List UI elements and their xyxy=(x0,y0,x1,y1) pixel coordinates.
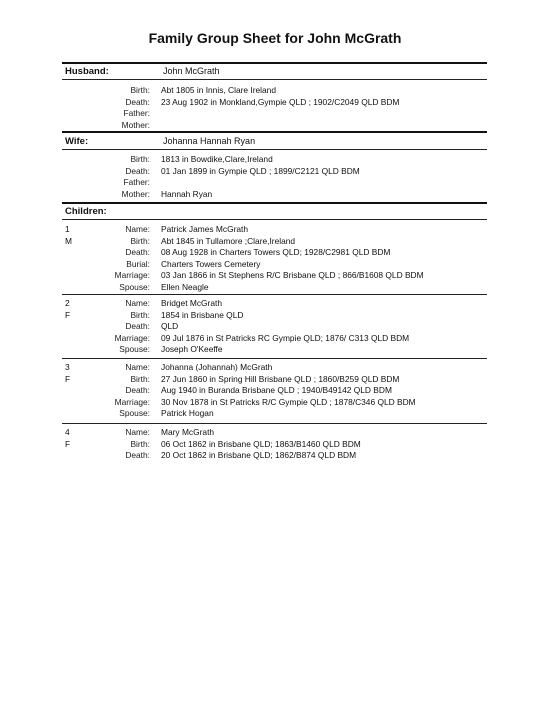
fact-label: Marriage: xyxy=(114,396,150,407)
divider-child xyxy=(62,294,487,295)
fact-row xyxy=(60,310,490,321)
child-number: 3 xyxy=(65,362,70,372)
divider-child xyxy=(62,358,487,359)
fact-label: Mother: xyxy=(121,188,150,199)
fact-value: 30 Nov 1878 in St Patricks R/C Gympie QLD ; 1878/C346 QLD BDM xyxy=(161,396,416,407)
divider-husband-header xyxy=(62,79,487,80)
child-number: 1 xyxy=(65,224,70,234)
fact-row xyxy=(60,344,490,355)
fact-label: Spouse: xyxy=(119,281,150,292)
fact-value: Patrick James McGrath xyxy=(161,224,249,234)
fact-row xyxy=(60,282,490,293)
fact-value: Patrick Hogan xyxy=(161,408,214,418)
fact-row xyxy=(60,374,490,385)
fact-row xyxy=(60,189,490,200)
fact-row xyxy=(60,298,490,309)
child-number: 4 xyxy=(65,427,70,437)
fact-value: 06 Oct 1862 in Brisbane QLD; 1863/B1460 QLD BDM xyxy=(161,438,361,449)
fact-value: 27 Jun 1860 in Spring Hill Brisbane QLD ; 1860/B259 QLD BDM xyxy=(161,373,400,384)
fact-value: 1854 in Brisbane QLD xyxy=(161,309,244,320)
fact-row xyxy=(60,450,490,461)
child-sex: F xyxy=(65,438,71,449)
children-label: Children: xyxy=(65,206,107,217)
fact-row xyxy=(60,427,490,438)
fact-label: Father: xyxy=(123,177,150,187)
fact-label: Birth: xyxy=(130,235,150,246)
child-sex: F xyxy=(65,309,71,320)
fact-label: Spouse: xyxy=(119,344,150,354)
fact-value: Aug 1940 in Buranda Brisbane QLD ; 1940/B49142 QLD BDM xyxy=(161,385,392,395)
fact-row xyxy=(60,270,490,281)
husband-label: Husband: xyxy=(65,66,109,77)
fact-row xyxy=(60,85,490,96)
fact-value: 1813 in Bowdike,Clare,Ireland xyxy=(161,154,273,164)
fact-label: Death: xyxy=(125,96,150,107)
fact-row xyxy=(60,362,490,373)
fact-row xyxy=(60,120,490,131)
fact-label: Marriage: xyxy=(114,332,150,343)
fact-value: 09 Jul 1876 in St Patricks RC Gympie QLD; 1876/ C313 QLD BDM xyxy=(161,332,410,343)
fact-row xyxy=(60,397,490,408)
divider-wife-header xyxy=(62,149,487,150)
fact-value: Abt 1805 in Innis, Clare Ireland xyxy=(161,85,276,95)
child-sex: M xyxy=(65,235,72,246)
fact-label: Death: xyxy=(125,385,150,395)
divider-children-header xyxy=(62,219,487,220)
divider-child xyxy=(62,423,487,424)
fact-value: Hannah Ryan xyxy=(161,188,213,199)
fact-label: Death: xyxy=(125,450,150,460)
fact-label: Death: xyxy=(125,247,150,257)
wife-name: Johanna Hannah Ryan xyxy=(163,136,256,146)
fact-label: Name: xyxy=(125,298,150,308)
fact-label: Marriage: xyxy=(114,270,150,280)
fact-row xyxy=(60,154,490,165)
wife-label: Wife: xyxy=(65,136,89,147)
fact-value: Charters Towers Cemetery xyxy=(161,258,261,269)
fact-row xyxy=(60,236,490,247)
fact-row xyxy=(60,108,490,119)
fact-label: Birth: xyxy=(130,438,150,449)
child-number: 2 xyxy=(65,298,70,308)
divider-children-top xyxy=(62,202,487,204)
fact-label: Death: xyxy=(125,321,150,331)
fact-row xyxy=(60,321,490,332)
fact-value: 08 Aug 1928 in Charters Towers QLD; 1928/C2981 QLD BDM xyxy=(161,247,391,257)
fact-label: Father: xyxy=(123,108,150,118)
fact-value: Johanna (Johannah) McGrath xyxy=(161,362,273,372)
fact-label: Name: xyxy=(125,427,150,437)
fact-label: Name: xyxy=(125,224,150,234)
divider-wife-top xyxy=(62,131,487,133)
child-sex: F xyxy=(65,373,71,384)
fact-label: Burial: xyxy=(126,258,150,269)
fact-row xyxy=(60,166,490,177)
fact-row xyxy=(60,385,490,396)
fact-row xyxy=(60,97,490,108)
fact-label: Spouse: xyxy=(119,408,150,418)
fact-label: Name: xyxy=(125,362,150,372)
fact-row xyxy=(60,247,490,258)
fact-row xyxy=(60,439,490,450)
page-title: Family Group Sheet for John McGrath xyxy=(148,30,402,46)
fact-value: Joseph O'Keeffe xyxy=(161,344,223,354)
fact-row xyxy=(60,177,490,188)
divider-husband-top xyxy=(62,62,487,64)
fact-value: 23 Aug 1902 in Monkland,Gympie QLD ; 1902/C2049 QLD BDM xyxy=(161,96,400,107)
fact-value: 01 Jan 1899 in Gympie QLD ; 1899/C2121 QLD BDM xyxy=(161,165,360,176)
fact-label: Mother: xyxy=(121,119,150,130)
fact-value: Mary McGrath xyxy=(161,427,215,437)
husband-name: John McGrath xyxy=(163,66,220,76)
fact-value: 03 Jan 1866 in St Stephens R/C Brisbane QLD ; 866/B1608 QLD BDM xyxy=(161,270,424,280)
fact-row xyxy=(60,333,490,344)
fact-label: Birth: xyxy=(130,309,150,320)
fact-label: Birth: xyxy=(130,373,150,384)
fact-row xyxy=(60,224,490,235)
fact-value: Bridget McGrath xyxy=(161,298,222,308)
fact-value: Abt 1845 in Tullamore ;Clare,Ireland xyxy=(161,235,296,246)
fact-value: 20 Oct 1862 in Brisbane QLD; 1862/B874 QLD BDM xyxy=(161,450,357,460)
fact-label: Birth: xyxy=(130,85,150,95)
fact-value: QLD xyxy=(161,321,179,331)
fact-row xyxy=(60,259,490,270)
fact-label: Birth: xyxy=(130,154,150,164)
fact-row xyxy=(60,408,490,419)
fact-label: Death: xyxy=(125,165,150,176)
fact-value: Ellen Neagle xyxy=(161,281,209,292)
